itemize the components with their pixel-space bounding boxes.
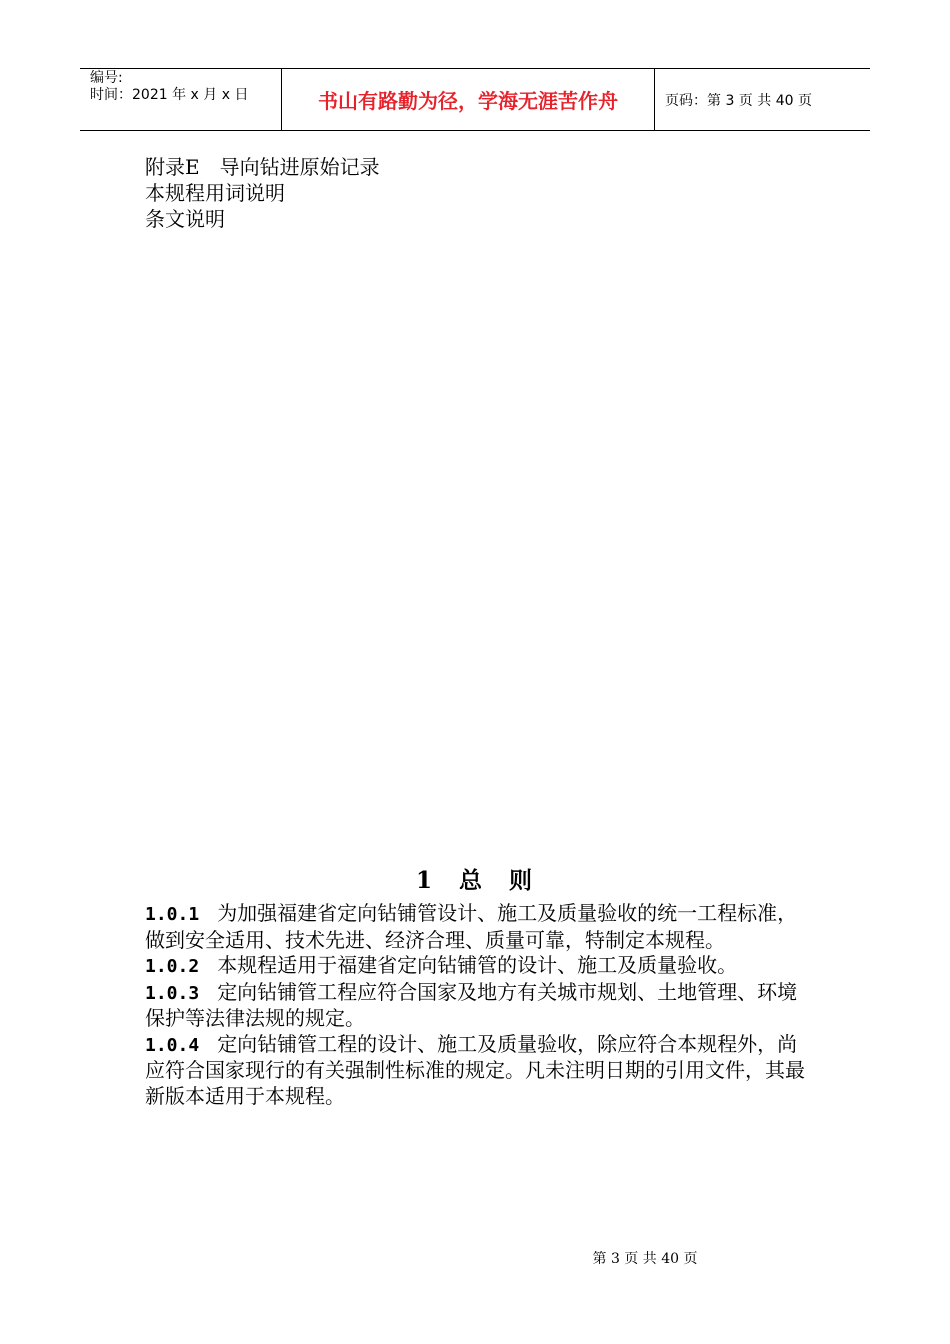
clause-number: 1.0.2 [145,956,200,977]
toc-item: 本规程用词说明 [145,181,285,205]
header-motto: 书山有路勤为径，学海无涯苦作舟 [282,69,655,130]
page-footer: 第 3 页 共 40 页 [592,1251,698,1267]
toc-item: 条文说明 [145,207,225,231]
page-header [80,68,870,131]
toc-item: 附录E 导向钻进原始记录 [145,155,380,179]
clause-text: 定向钻铺管工程的设计、施工及质量验收，除应符合本规程外，尚应符合国家现行的有关强制性标准的规定。凡未注明日期的引用文件，其最新版本适用于本规程。 [145,1031,805,1108]
toc-list [145,154,380,232]
clause [145,980,810,1032]
header-page-info: 页码：第 3 页 共 40 页 [665,92,812,109]
clause [145,901,810,953]
clause [145,1032,810,1110]
clause-text: 为加强福建省定向钻铺管设计、施工及质量验收的统一工程标准，做到安全适用、技术先进、经济合理、质量可靠，特制定本规程。 [145,901,798,952]
clause-text: 本规程适用于福建省定向钻铺管的设计、施工及质量验收。 [217,953,738,977]
time-label: 时间：2021 年 x 月 x 日 [90,87,249,103]
clause-number: 1.0.4 [145,1034,200,1056]
clause-number: 1.0.3 [145,982,200,1004]
clauses [145,901,810,1109]
clause [145,953,810,980]
header-meta [80,69,282,130]
clause-text: 定向钻铺管工程应符合国家及地方有关城市规划、土地管理、环境保护等法律法规的规定。 [145,979,798,1030]
clause-number: 1.0.1 [145,904,200,925]
chapter-title: 1 总 则 [415,867,534,894]
number-label: 编号: [90,70,123,86]
